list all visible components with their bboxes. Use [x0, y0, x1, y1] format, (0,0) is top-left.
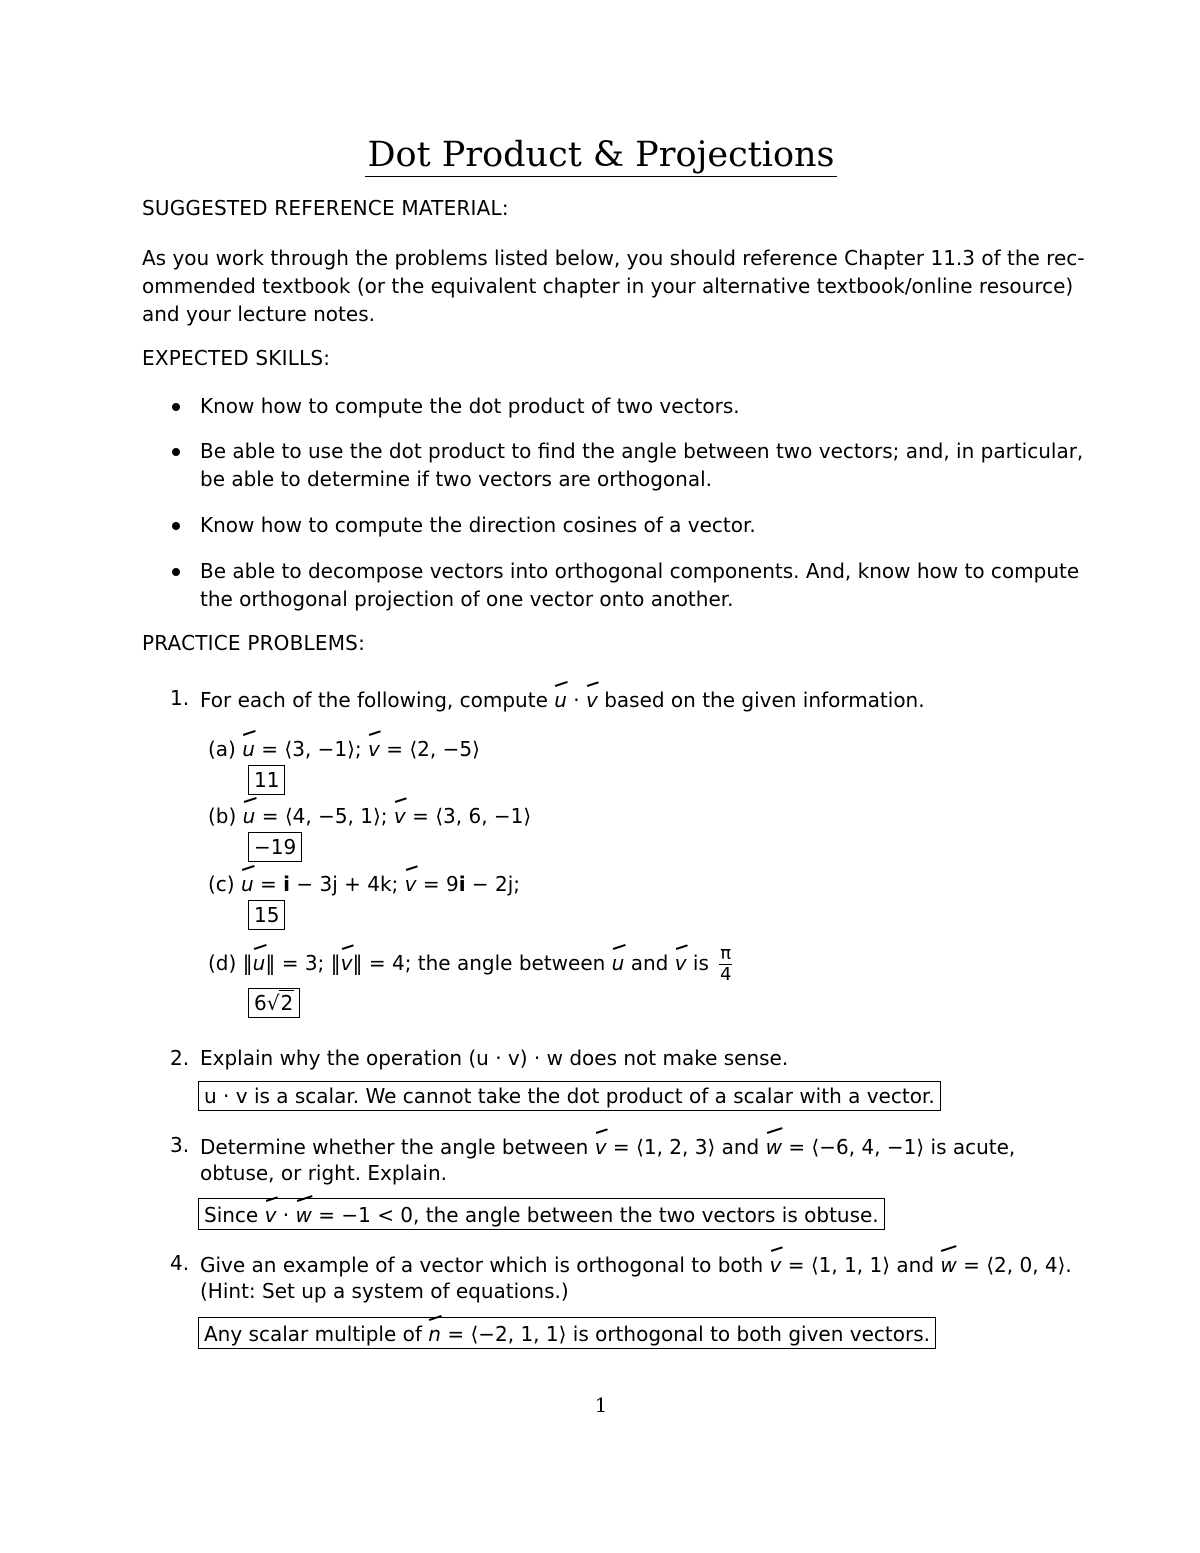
vector-u: u — [554, 684, 567, 714]
vector-v: v — [341, 947, 353, 977]
reference-paragraph — [142, 244, 1085, 328]
problem-number: 4. — [170, 1251, 190, 1275]
vector-u: u — [242, 733, 255, 763]
bullet-icon — [172, 568, 180, 576]
answer-box: 6√2 — [248, 988, 300, 1018]
answer-box: Since v · w = −1 < 0, the angle between the two vectors is obtuse. — [198, 1198, 885, 1230]
problem-number: 1. — [170, 686, 190, 710]
reference-heading: SUGGESTED REFERENCE MATERIAL: — [142, 196, 509, 220]
reference-line: ommended textbook (or the equivalent chapter in your alternative textbook/online resource) — [142, 274, 1074, 298]
part-c: (c) u = i − 3j + 4k; v = 9i − 2j; — [208, 868, 520, 898]
vector-w: w — [940, 1249, 956, 1279]
square-root: √2 — [266, 991, 294, 1015]
vector-w: w — [766, 1131, 782, 1161]
vector-v: v — [394, 800, 406, 830]
skills-heading: EXPECTED SKILLS: — [142, 346, 331, 370]
document-page: Dot Product & Projections SUGGESTED REFERENCE MATERIAL: As you work through the problems listed below, you should reference Chapter 11.3 of the rec- ommended textbook (or the equivalent chapter in your alternative textbook/online resource) and your lecture notes. EXPECTED SKILLS: Know how to compute the dot product of two vectors. Be able to use the dot product to find the angle between two vectors; and, in particular, be able to determine if two vectors are orthogonal. Know how to compute the direction cosines of a vector. Be able to decompose vectors into orthogonal components. And, know how to compute the orthogonal projection of one vector onto another. PRACTICE PROBLEMS: 1. For each of the following, compute u · v based on the given information. (a) u = ⟨3, −1⟩; v = ⟨2, −5⟩ 11 (b) u = ⟨4, −5, 1⟩; v = ⟨3, 6, −1⟩ −19 (c) u = i − 3j + 4k; v = 9i − 2j; 15 (d) ‖u‖ = 3; ‖v‖ = 4; the angle between u and v is $\frac{\pi}{4}$ 6√2 2. Explain why the operation (u · v) · w does not make sense. u · v is a scalar. We cannot take the dot product of a scalar with a vector. 3. Determine whether the angle between v = ⟨1, 2, 3⟩ and w = ⟨−6, 4, −1⟩ is acute, obtuse, or right. Explain. Since v · w = −1 < 0, the angle between the two vectors is obtuse. 4. Give an example of a vector which is orthogonal to both v = ⟨1, 1, 1⟩ and w = ⟨2, 0, 4⟩. (Hint: Set up a system of equations.) Any scalar multiple of n = ⟨−2, 1, 1⟩ is orthogonal to both given vectors. 1 — [142, 135, 1085, 1417]
problem-2-text: Explain why the operation (u · v) · w does not make sense. — [200, 1046, 789, 1070]
vector-v: v — [595, 1131, 607, 1161]
problem-1-text: For each of the following, compute u · v based on the given information. — [200, 684, 925, 714]
part-d: (d) ‖u‖ = 3; ‖v‖ = 4; the angle between u and v is $\frac{\pi}{4}$ — [208, 943, 732, 985]
vector-v: v — [368, 733, 380, 763]
vector-v: v — [770, 1249, 782, 1279]
answer-box: 11 — [248, 765, 285, 795]
page-title: Dot Product & Projections — [367, 135, 835, 175]
answer-box: Any scalar multiple of n = ⟨−2, 1, 1⟩ is orthogonal to both given vectors. — [198, 1317, 936, 1349]
bullet-icon — [172, 522, 180, 530]
part-b: (b) u = ⟨4, −5, 1⟩; v = ⟨3, 6, −1⟩ — [208, 800, 531, 830]
reference-line: As you work through the problems listed below, you should reference Chapter 11.3 of the rec- — [142, 246, 1085, 270]
problem-number: 2. — [170, 1046, 190, 1070]
vector-v: v — [586, 684, 598, 714]
problem-3-text: Determine whether the angle between v = ⟨1, 2, 3⟩ and w = ⟨−6, 4, −1⟩ is acute, — [200, 1131, 1015, 1161]
problem-number: 3. — [170, 1133, 190, 1157]
vector-u: u — [241, 868, 254, 898]
vector-u: u — [612, 947, 625, 977]
bullet-icon — [172, 403, 180, 411]
answer-box: u · v is a scalar. We cannot take the dot product of a scalar with a vector. — [198, 1081, 941, 1111]
problem-4-text: Give an example of a vector which is orthogonal to both v = ⟨1, 1, 1⟩ and w = ⟨2, 0, 4⟩. — [200, 1249, 1072, 1279]
vector-u: u — [253, 947, 266, 977]
part-a: (a) u = ⟨3, −1⟩; v = ⟨2, −5⟩ — [208, 733, 480, 763]
practice-heading: PRACTICE PROBLEMS: — [142, 631, 366, 655]
answer-box: 15 — [248, 900, 285, 930]
fraction: $\frac{\pi}{4}$ — [719, 943, 732, 985]
vector-w: w — [296, 1199, 312, 1229]
vector-u: u — [243, 800, 256, 830]
answer-box: −19 — [248, 832, 302, 862]
vector-v: v — [265, 1199, 277, 1229]
page-number: 1 — [594, 1393, 608, 1417]
vector-v: v — [675, 947, 687, 977]
vector-n: n — [428, 1318, 441, 1348]
problem-4-hint: (Hint: Set up a system of equations.) — [200, 1279, 569, 1303]
bullet-icon — [172, 448, 180, 456]
reference-line: and your lecture notes. — [142, 302, 375, 326]
vector-v: v — [405, 868, 417, 898]
problem-3-text-line2: obtuse, or right. Explain. — [200, 1161, 447, 1185]
